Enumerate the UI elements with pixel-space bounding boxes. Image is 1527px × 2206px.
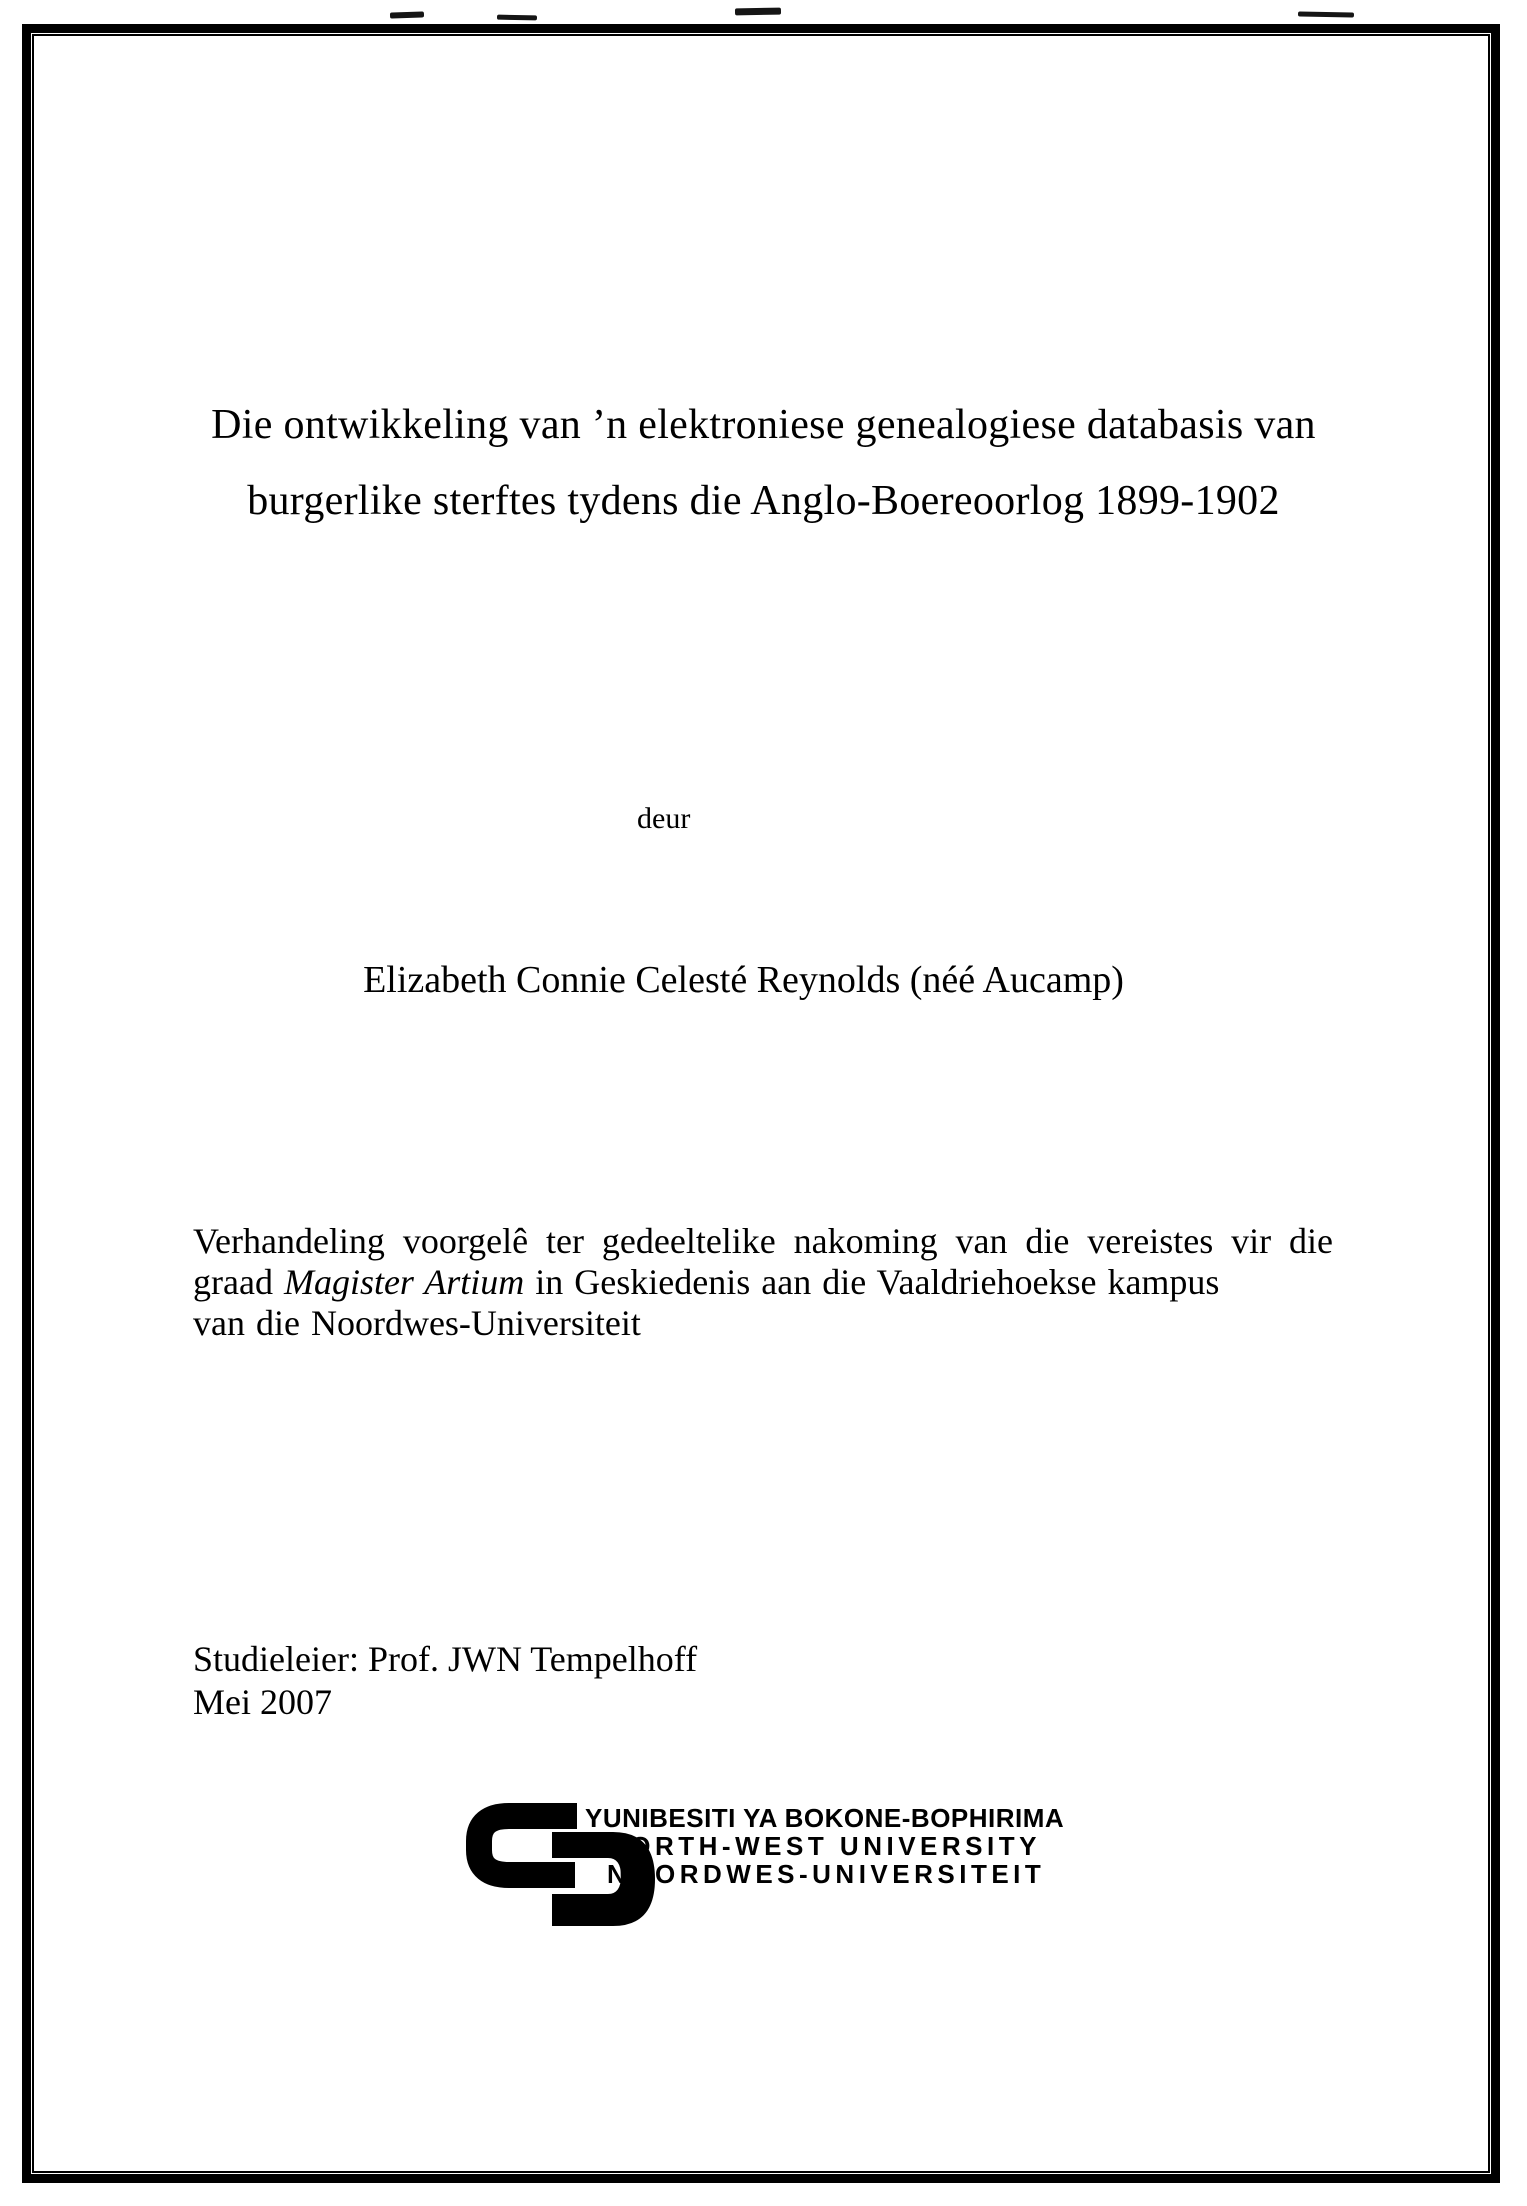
university-name-english: NORTH-WEST UNIVERSITY <box>607 1831 1041 1861</box>
thesis-statement-line-3: van die Noordwes-Universiteit <box>193 1303 641 1343</box>
university-name-afrikaans: NOORDWES-UNIVERSITEIT <box>607 1859 1046 1889</box>
author-name: Elizabeth Connie Celesté Reynolds (néé Aucamp) <box>363 959 1124 1001</box>
scan-artifact <box>390 11 424 18</box>
scan-artifact <box>497 15 537 21</box>
degree-text-prefix: graad <box>193 1262 284 1302</box>
scan-artifact <box>1298 12 1354 18</box>
title-line-1: Die ontwikkeling van ’n elektroniese genealogiese databasis van <box>211 402 1316 448</box>
scan-artifact <box>735 8 781 16</box>
supervisor-block <box>193 1638 697 1724</box>
thesis-statement-line-1: Verhandeling voorgelê ter gedeeltelike nakoming van die vereistes vir die <box>193 1221 1333 1261</box>
thesis-statement-line-2 <box>193 1262 1333 1303</box>
byline-preposition: deur <box>637 802 691 835</box>
degree-text-suffix: in Geskiedenis aan die Vaaldriehoekse kampus <box>524 1262 1220 1302</box>
thesis-statement <box>193 1221 1333 1344</box>
supervisor-line: Studieleier: Prof. JWN Tempelhoff <box>193 1639 698 1679</box>
university-name-setswana: YUNIBESITI YA BOKONE-BOPHIRIMA <box>585 1803 1065 1833</box>
title-line-2: burgerlike sterftes tydens die Anglo-Boereoorlog 1899-1902 <box>247 478 1280 524</box>
degree-name-italic: Magister Artium <box>283 1262 525 1302</box>
thesis-title <box>0 387 1527 539</box>
date-line: Mei 2007 <box>193 1682 332 1722</box>
